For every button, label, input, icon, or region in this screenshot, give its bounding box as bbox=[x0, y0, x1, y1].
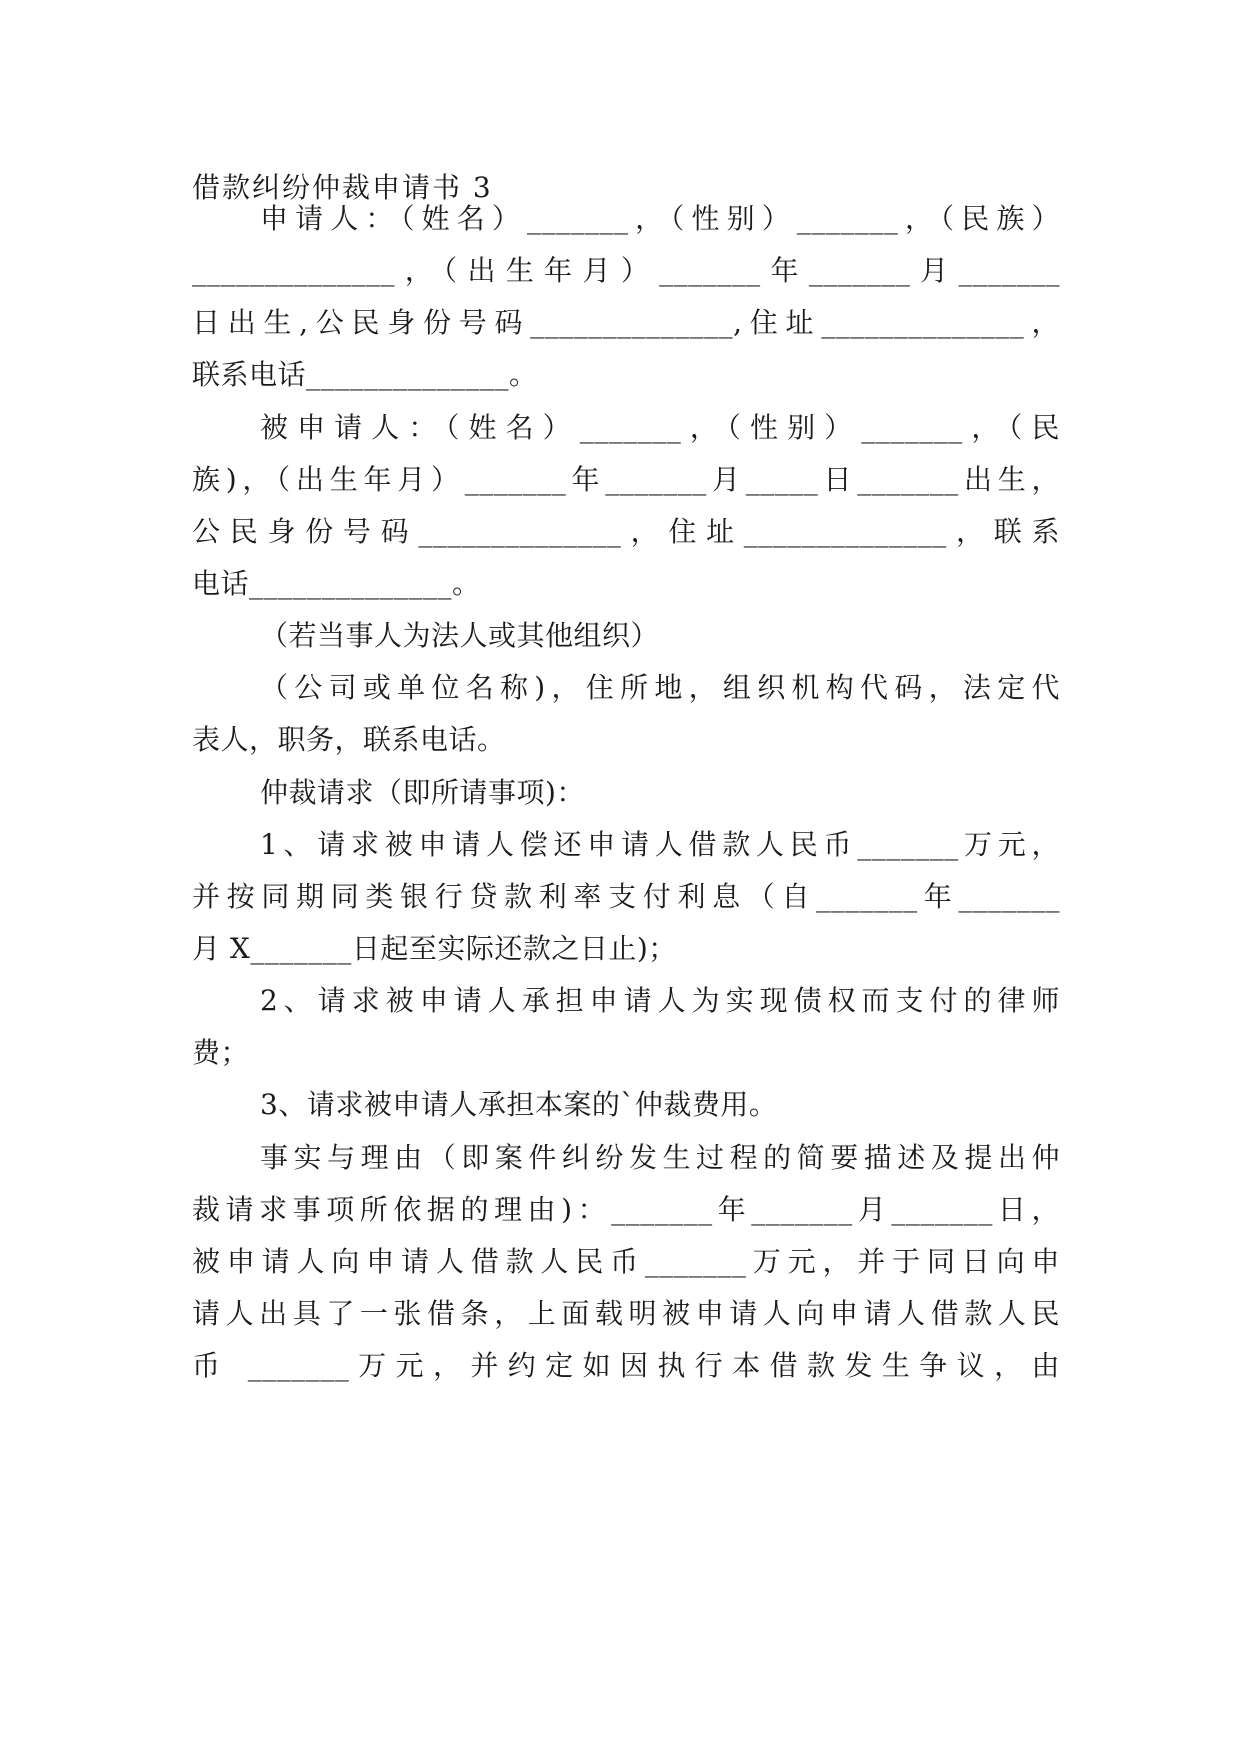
text-line: ______________，（出生年月）_______年_______月_______ bbox=[192, 254, 1060, 287]
text-line: 请人出具了一张借条，上面载明被申请人向申请人借款人民 bbox=[192, 1297, 1060, 1330]
document-title: 借款纠纷仲裁申请书 3 bbox=[192, 171, 493, 204]
text-line: 族)，（出生年月）_______年_______月_____日_______出生， bbox=[192, 463, 1060, 496]
text-line: 3、请求被申请人承担本案的`仲裁费用。 bbox=[260, 1088, 778, 1121]
text-line: （若当事人为法人或其他组织） bbox=[260, 619, 660, 652]
text-line: 仲裁请求（即所请事项)： bbox=[260, 776, 585, 809]
text-line: 并按同期同类银行贷款利率支付利息（自_______年_______ bbox=[192, 880, 1060, 913]
text-line: 被申请人向申请人借款人民币_______万元，并于同日向申 bbox=[192, 1245, 1060, 1278]
text-line: 电话______________。 bbox=[192, 567, 481, 600]
text-line: 日出生,公民身份号码______________,住址______________， bbox=[192, 306, 1060, 339]
text-line: 月 X_______日起至实际还款之日止)； bbox=[192, 932, 677, 965]
text-line: （公司或单位名称)，住所地，组织机构代码，法定代 bbox=[260, 671, 1060, 704]
text-line: 公民身份号码______________，住址______________，联系 bbox=[192, 515, 1060, 548]
text-line: 2、请求被申请人承担申请人为实现债权而支付的律师 bbox=[260, 984, 1060, 1017]
text-line: 裁请求事项所依据的理由)：_______年_______月_______日， bbox=[192, 1193, 1060, 1226]
text-line: 表人，职务，联系电话。 bbox=[192, 723, 506, 756]
text-line: 被申请人：（姓名）_______，（性别）_______，（民 bbox=[260, 411, 1060, 444]
text-line: 联系电话______________。 bbox=[192, 358, 538, 391]
text-line: 1、请求被申请人偿还申请人借款人民币_______万元， bbox=[260, 828, 1060, 861]
text-line: 申请人：（姓名）_______，（性别）_______，（民族） bbox=[260, 202, 1060, 235]
text-line: 事实与理由（即案件纠纷发生过程的简要描述及提出仲 bbox=[260, 1141, 1060, 1174]
text-line: 费； bbox=[192, 1036, 250, 1069]
text-line: 币 _______万元，并约定如因执行本借款发生争议，由 bbox=[192, 1349, 1060, 1382]
